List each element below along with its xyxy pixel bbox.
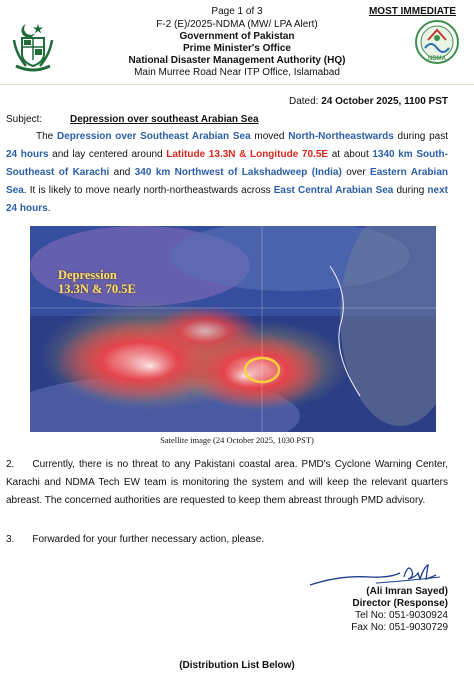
signatory-title: Director (Response) bbox=[352, 598, 448, 609]
satellite-caption: Satellite image (24 October 2025, 1030 PST) bbox=[160, 435, 314, 445]
paragraph-2 bbox=[6, 456, 448, 510]
priority-label: MOST IMMEDIATE bbox=[368, 6, 456, 17]
signatory-tel: Tel No: 051-9030924 bbox=[355, 610, 448, 621]
para2-number: 2. bbox=[6, 459, 15, 470]
satellite-title-line1: Depression bbox=[58, 268, 117, 282]
para1-text: and bbox=[109, 167, 135, 178]
page-number: Page 1 of 3 bbox=[211, 6, 263, 17]
para1-region: Eastern Arabian Sea bbox=[6, 167, 448, 196]
signatory-fax: Fax No: 051-9030729 bbox=[351, 622, 448, 633]
para2-text: Currently, there is no threat to any Pakistani coastal area. PMD's Cyclone Warning Center, Karachi and NDMA Tech EW team is monitoring the system and will keep the relevant quarters abreast. The concerned authorities are requested to keep them abreast through PMD advisory. bbox=[6, 459, 448, 506]
government-name: Government of Pakistan bbox=[179, 31, 295, 42]
para1-direction: North-Northeastwards bbox=[288, 131, 394, 142]
para3-text: Forwarded for your further necessary action, please. bbox=[32, 534, 265, 545]
para1-forecast-period: next 24 hours bbox=[6, 185, 448, 214]
dated-value: 24 October 2025, 1100 PST bbox=[321, 96, 448, 107]
distribution-note: (Distribution List Below) bbox=[179, 660, 295, 671]
para1-text: The bbox=[36, 131, 57, 142]
para1-text: during bbox=[393, 185, 428, 196]
para1-system-name: Depression over Southeast Arabian Sea bbox=[57, 131, 251, 142]
paragraph-3 bbox=[6, 531, 448, 549]
para1-text: during past bbox=[393, 131, 448, 142]
para1-period: 24 hours bbox=[6, 149, 49, 160]
para1-text: over bbox=[341, 167, 371, 178]
office-name: Prime Minister's Office bbox=[183, 43, 291, 54]
para1-distance-lakshadweep: 340 km Northwest of Lakshadweep (India) bbox=[134, 167, 342, 178]
pakistan-emblem-icon bbox=[10, 20, 56, 72]
ndma-logo-icon bbox=[414, 18, 460, 70]
para1-text: . It is likely to move nearly north-northeastwards across bbox=[23, 185, 274, 196]
office-address: Main Murree Road Near ITP Office, Islamabad bbox=[134, 67, 340, 78]
para1-text: . bbox=[47, 203, 51, 214]
para1-text: moved bbox=[250, 131, 289, 142]
subject-text: Depression over southeast Arabian Sea bbox=[70, 114, 259, 125]
para1-forecast-region: East Central Arabian Sea bbox=[273, 185, 394, 196]
para3-number: 3. bbox=[6, 534, 15, 545]
para1-coordinates: Latitude 13.3N & Longitude 70.5E bbox=[166, 149, 329, 160]
para1-text: and lay centered around bbox=[48, 149, 167, 160]
svg-text:NDMA: NDMA bbox=[428, 56, 446, 62]
satellite-image bbox=[30, 226, 436, 432]
para1-distance-karachi: 1340 km South-Southeast of Karachi bbox=[6, 149, 448, 178]
satellite-image-graphic bbox=[30, 226, 436, 432]
dated-label: Dated: bbox=[289, 96, 319, 107]
para1-text: at about bbox=[328, 149, 373, 160]
subject-label: Subject: bbox=[6, 114, 43, 125]
satellite-title-line2: 13.3N & 70.5E bbox=[58, 282, 136, 296]
paragraph-1 bbox=[6, 128, 448, 218]
satellite-overlay-title bbox=[58, 268, 136, 296]
authority-name: National Disaster Management Authority (HQ) bbox=[128, 55, 346, 66]
signatory-name: (Ali Imran Sayed) bbox=[366, 586, 448, 597]
header-divider bbox=[0, 84, 474, 85]
file-reference: F-2 (E)/2025-NDMA (MW/ LPA Alert) bbox=[156, 19, 318, 30]
dated-line bbox=[289, 96, 448, 107]
